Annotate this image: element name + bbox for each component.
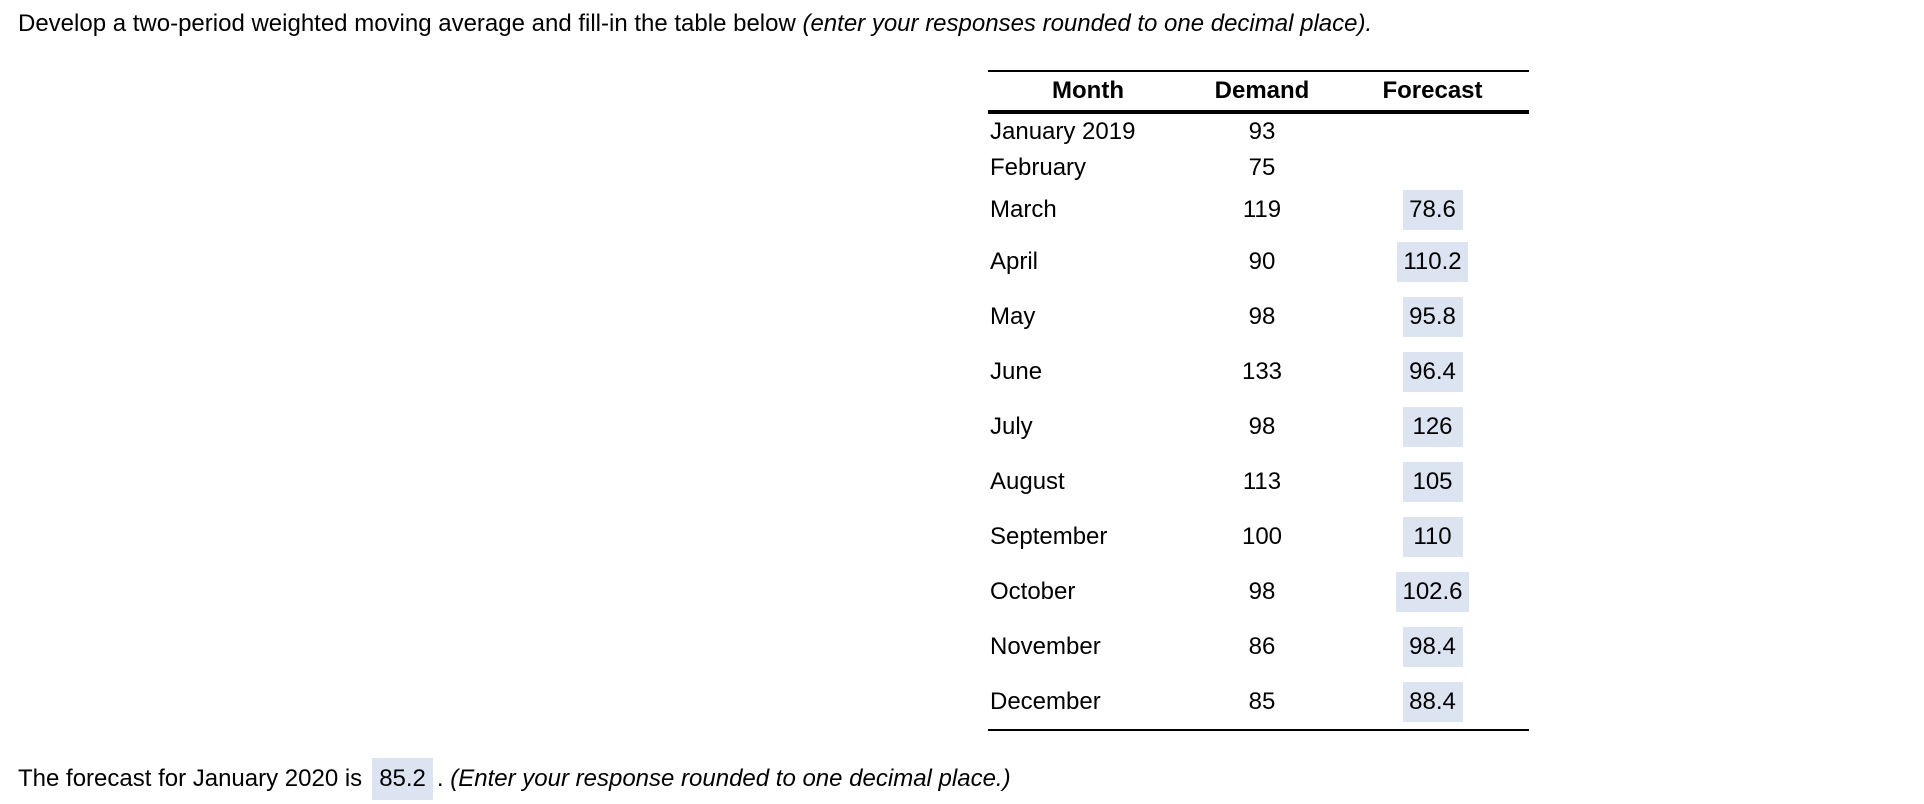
- month-cell: June: [990, 357, 1043, 385]
- answer-sentence: [18, 758, 1011, 800]
- month-cell: November: [990, 632, 1101, 660]
- january-2020-forecast-field[interactable]: 85.2: [372, 758, 433, 800]
- demand-cell: 85: [1248, 687, 1276, 715]
- instruction-note: (enter your responses rounded to one decimal place).: [802, 10, 1373, 37]
- forecast-answer-field[interactable]: 110: [1403, 517, 1463, 557]
- table-row: [988, 234, 1529, 289]
- answer-note: (Enter your response rounded to one decimal place.): [450, 765, 1011, 792]
- table-row: [988, 619, 1529, 674]
- month-cell: December: [990, 687, 1101, 715]
- demand-cell: 119: [1242, 196, 1282, 223]
- forecast-answer-field[interactable]: 78.6: [1403, 190, 1463, 230]
- month-cell: March: [990, 196, 1057, 223]
- month-cell: February: [990, 154, 1087, 181]
- month-cell: July: [990, 412, 1033, 440]
- table-row: [988, 186, 1529, 234]
- header-month: Month: [1052, 77, 1124, 104]
- table-row: [988, 289, 1529, 344]
- table-row: [988, 509, 1529, 564]
- table-row: [988, 344, 1529, 399]
- forecast-answer-field[interactable]: 102.6: [1396, 572, 1468, 612]
- table-row: [988, 114, 1529, 150]
- answer-prefix: The forecast for January 2020 is: [18, 765, 363, 792]
- demand-cell: 93: [1248, 118, 1276, 145]
- demand-cell: 133: [1241, 357, 1283, 385]
- forecast-answer-field[interactable]: 110.2: [1397, 242, 1467, 282]
- month-cell: August: [990, 467, 1065, 495]
- demand-cell: 100: [1241, 522, 1283, 550]
- instruction-main: Develop a two-period weighted moving average and fill-in the table below: [18, 10, 803, 37]
- forecast-answer-field[interactable]: 105: [1403, 462, 1463, 502]
- month-cell: May: [990, 302, 1036, 330]
- forecast-answer-field[interactable]: 98.4: [1403, 627, 1463, 667]
- forecast-answer-field[interactable]: 95.8: [1403, 297, 1463, 337]
- month-cell: October: [990, 577, 1076, 605]
- demand-cell: 86: [1248, 632, 1276, 660]
- table-row: [988, 674, 1529, 729]
- header-forecast: Forecast: [1382, 77, 1483, 104]
- forecast-table: [988, 70, 1529, 731]
- header-demand: Demand: [1214, 77, 1310, 104]
- demand-cell: 113: [1242, 467, 1282, 495]
- demand-cell: 98: [1248, 577, 1276, 605]
- forecast-answer-field[interactable]: 126: [1403, 407, 1463, 447]
- answer-period: .: [436, 765, 444, 792]
- demand-cell: 98: [1248, 302, 1276, 330]
- forecast-answer-field[interactable]: 88.4: [1403, 682, 1463, 722]
- demand-cell: 90: [1248, 247, 1276, 275]
- month-cell: April: [990, 247, 1039, 275]
- table-row: [988, 454, 1529, 509]
- month-cell: September: [990, 522, 1108, 550]
- table-header: [988, 72, 1529, 114]
- table-row: [988, 564, 1529, 619]
- table-row: [988, 150, 1529, 186]
- instruction-text: [18, 10, 1372, 38]
- demand-cell: 98: [1248, 412, 1276, 440]
- forecast-answer-field[interactable]: 96.4: [1403, 352, 1463, 392]
- table-row: [988, 399, 1529, 454]
- demand-cell: 75: [1248, 154, 1276, 181]
- month-cell: January 2019: [990, 118, 1136, 145]
